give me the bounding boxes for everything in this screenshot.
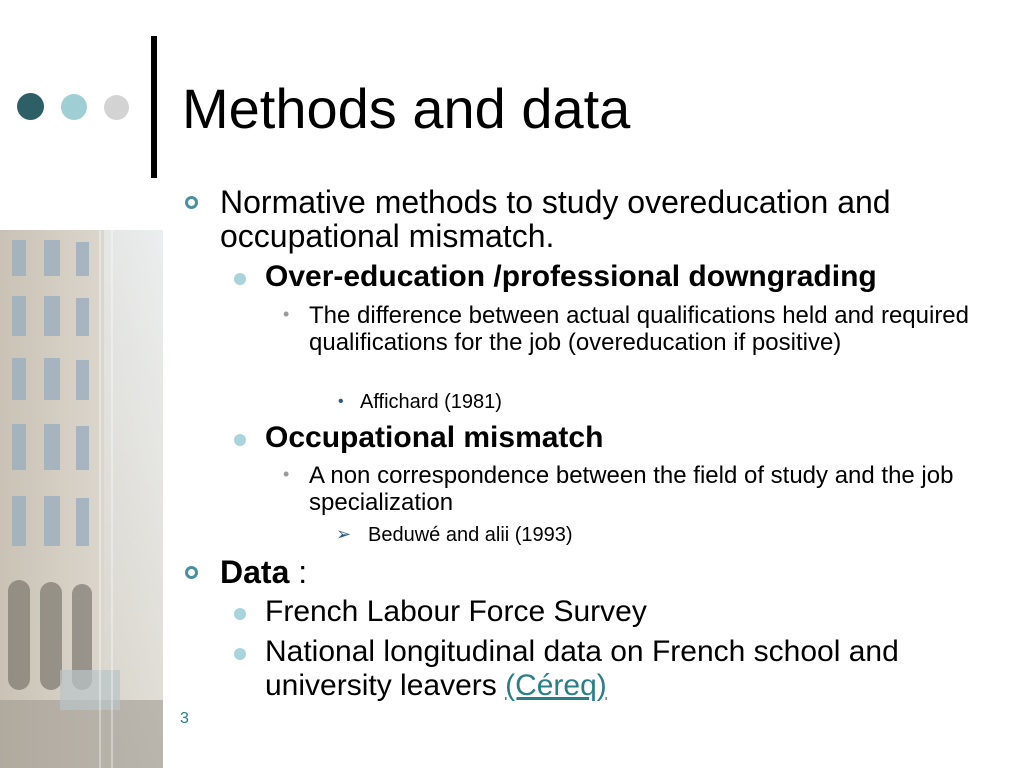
bullet-labour-force-survey: French Labour Force Survey [265,595,647,628]
bullet-beduwe: Beduwé and alii (1993) [368,524,573,546]
bullet-non-correspondence: A non correspondence between the field of study and the job specialization [309,462,954,516]
bullet-affichard: Affichard (1981) [360,391,502,413]
dot-bullet-icon: • [283,464,290,484]
longitudinal-data-text: National longitudinal data on French school and university leavers [265,635,899,702]
arrow-bullet-icon: ➢ [336,524,352,544]
data-label: Data [220,554,290,590]
bullet-over-education: Over-education /professional downgrading [265,260,877,293]
disc-bullet-icon [234,434,246,446]
bullet-occupational-mismatch: Occupational mismatch [265,421,604,454]
bullet-qualification-difference: The difference between actual qualifications held and required qualifications for the job (overeducation if positive) [309,302,969,356]
ring-bullet-icon [185,566,198,579]
bullet-longitudinal-data [265,635,955,703]
cereq-link[interactable]: (Céreq) [505,669,607,702]
disc-bullet-icon [234,273,246,285]
ring-bullet-icon [185,196,198,209]
bullet-data [220,555,820,589]
slide-title: Methods and data [182,77,631,140]
page-number: 3 [180,710,189,727]
bullet-normative-methods: Normative methods to study overeducation and occupational mismatch. [220,184,891,254]
dot-bullet-icon: • [338,393,344,410]
dot-bullet-icon: • [283,304,290,324]
disc-bullet-icon [234,608,246,620]
data-suffix: : [289,554,308,590]
disc-bullet-icon [234,648,246,660]
